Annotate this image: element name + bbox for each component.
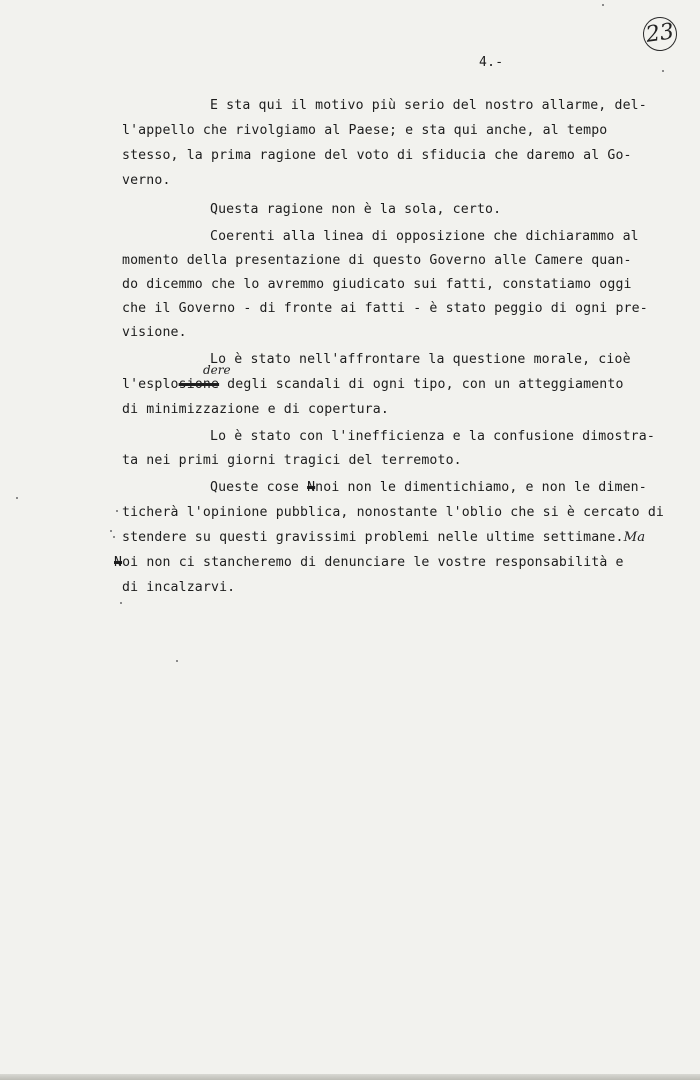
paragraph-6-line-1 [210, 480, 647, 496]
paragraph-4-line-1: Lo è stato nell'affrontare la questione morale, cioè [210, 352, 631, 367]
struck-text: N [114, 555, 123, 570]
line-text: l'esplo [122, 377, 179, 392]
line-text: stendere su questi gravissimi problemi nelle ultime settimane. [122, 530, 624, 545]
page-bottom-edge [0, 1074, 700, 1080]
page-stamp [641, 15, 679, 53]
line-text: Queste cose [210, 480, 308, 495]
scan-speck [110, 530, 112, 532]
paragraph-2-line-1: Questa ragione non è la sola, certo. [210, 202, 502, 217]
scan-speck [120, 602, 122, 604]
scan-speck [16, 497, 18, 499]
paragraph-1-line-1: E sta qui il motivo più serio del nostro allarme, del- [210, 98, 647, 113]
paragraph-1-line-2: l'appello che rivolgiamo al Paese; e sta qui anche, al tempo [122, 123, 608, 138]
paragraph-4-line-3: di minimizzazione e di copertura. [122, 402, 389, 417]
scan-speck [602, 4, 604, 6]
paragraph-5-line-2: ta nei primi giorni tragici del terremoto. [122, 453, 462, 468]
scan-speck [116, 510, 118, 512]
paragraph-1-line-3: stesso, la prima ragione del voto di sfiducia che daremo al Go- [122, 148, 632, 163]
paragraph-6-line-4 [114, 555, 624, 571]
handwritten-insertion: dere [203, 363, 231, 377]
paragraph-6-line-3 [122, 530, 645, 546]
line-text: oi non ci stancheremo di denunciare le vostre responsabilità e [122, 555, 624, 570]
paragraph-3-line-5: visione. [122, 325, 187, 340]
paragraph-5-line-1: Lo è stato con l'inefficienza e la confusione dimostra- [210, 429, 655, 444]
scan-speck [662, 70, 664, 72]
struck-text: sione [178, 377, 220, 392]
stamp-number: 23 [644, 19, 676, 48]
paragraph-3-line-2: momento della presentazione di questo Governo alle Camere quan- [122, 253, 632, 268]
paragraph-4-line-2 [122, 377, 624, 393]
paragraph-3-line-1: Coerenti alla linea di opposizione che dichiarammo al [210, 229, 639, 244]
paragraph-3-line-3: do dicemmo che lo avremmo giudicato sui fatti, constatiamo oggi [122, 277, 632, 292]
scan-speck [176, 660, 178, 662]
paragraph-3-line-4: che il Governo - di fronte ai fatti - è stato peggio di ogni pre- [122, 301, 648, 316]
line-text: degli scandali di ogni tipo, con un atteggiamento [219, 377, 624, 392]
page-number: 4.- [479, 55, 504, 70]
paragraph-6-line-2: ticherà l'opinione pubblica, nonostante l'oblio che si è cercato di [122, 505, 664, 520]
line-text: noi non le dimentichiamo, e non le dimen- [315, 480, 647, 495]
struck-text: N [307, 480, 316, 495]
handwritten-word: Ma [623, 530, 646, 545]
paragraph-6-line-5: di incalzarvi. [122, 580, 236, 595]
scan-speck [113, 536, 115, 538]
paragraph-1-line-4: verno. [122, 173, 171, 188]
